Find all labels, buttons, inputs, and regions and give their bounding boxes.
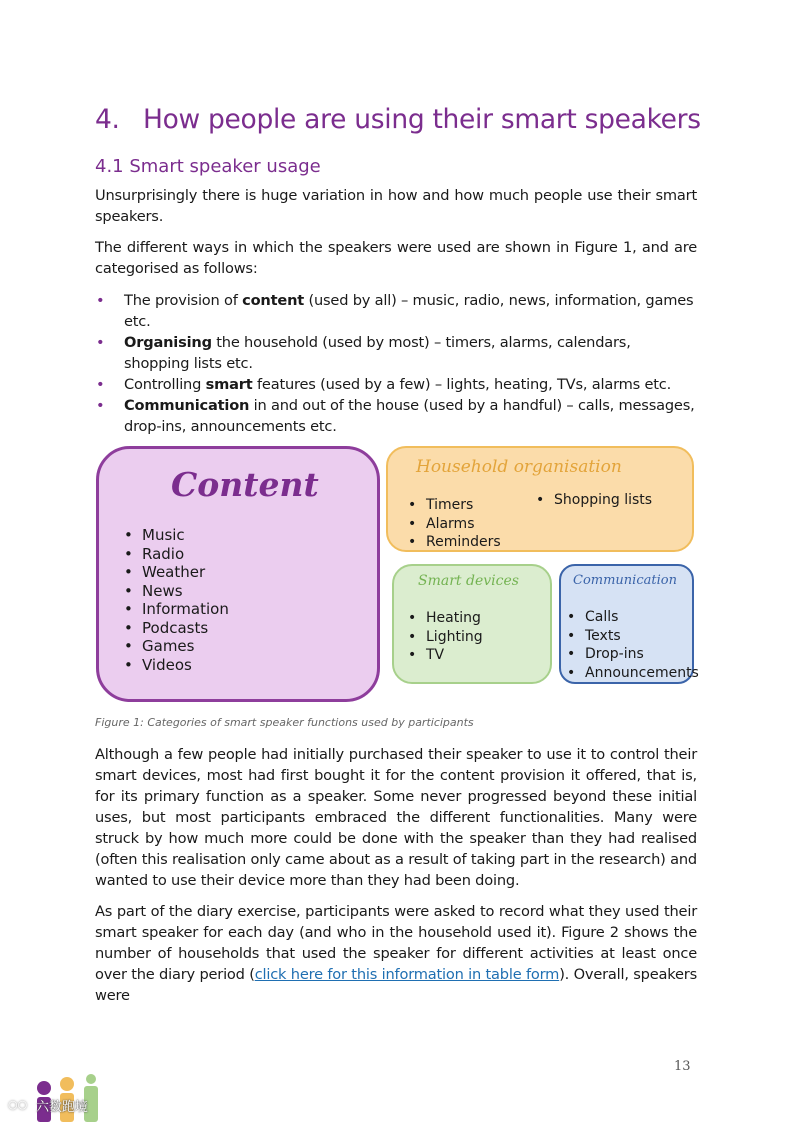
paragraph-4: As part of the diary exercise, participants were asked to record what they used their smart speaker for each day (and who in the household used it). Figure 2 shows the number of households that used the speaker for different activities at least once over the diary period (click here for this information in table form). Overall, speakers were: [95, 903, 697, 1004]
heading-text: How people are using their smart speakers: [143, 104, 701, 135]
list-item: • News: [124, 582, 229, 601]
list-item: • Radio: [124, 545, 229, 564]
household-box-title: Household organisation: [416, 457, 622, 477]
household-item-list-left: [408, 496, 501, 552]
list-item: • TV: [408, 646, 483, 665]
watermark-icon: ○○: [8, 1098, 28, 1111]
list-item: • Announcements: [567, 664, 699, 683]
list-item: • Music: [124, 526, 229, 545]
list-item: • Alarms: [408, 515, 501, 534]
list-item: • Drop-ins: [567, 645, 699, 664]
section-title: 4.1 Smart speaker usage: [95, 156, 321, 177]
page-number: 13: [674, 1059, 691, 1074]
heading-number: 4.: [95, 104, 120, 135]
list-item: • Weather: [124, 563, 229, 582]
figure-box-household: [386, 446, 694, 552]
list-item: • Shopping lists: [536, 491, 652, 510]
smart-devices-box-title: Smart devices: [418, 573, 519, 589]
figure-box-communication: [559, 564, 699, 684]
bullet-organising: • Organising the household (used by most) – timers, alarms, calendars, shopping lists etc.: [95, 332, 697, 374]
paragraph-2: The different ways in which the speakers were used are shown in Figure 1, and are categorised as follows:: [95, 239, 697, 277]
page-title: [95, 104, 701, 135]
paragraph-1: Unsurprisingly there is huge variation in how and how much people use their smart speakers.: [95, 187, 697, 225]
figure-caption: Figure 1: Categories of smart speaker functions used by participants: [95, 716, 474, 729]
list-item: • Timers: [408, 496, 501, 515]
smart-devices-item-list: [408, 609, 483, 665]
list-item: • Heating: [408, 609, 483, 628]
paragraph-3: Although a few people had initially purchased their speaker to use it to control their smart devices, most had first bought it for the content provision it offered, that is, for its primary function as a speaker. Some never progressed beyond these initial uses, but most participants embraced the different functionalities. Many were struck by how much more could be done with the speaker than they had realised (often this realisation only came about as a result of taking part in the research) and wanted to use their device more than they had been doing.: [95, 746, 697, 889]
figure-box-content: [96, 446, 380, 702]
bullet-content: • The provision of content (used by all) – music, radio, news, information, games etc.: [95, 290, 697, 332]
watermark-text: 六数跑境: [36, 1100, 89, 1115]
household-item-list-right: [536, 491, 652, 510]
content-item-list: [124, 526, 229, 674]
list-item: • Lighting: [408, 628, 483, 647]
bullet-communication: • Communication in and out of the house (used by a handful) – calls, messages, drop-ins, announcements etc.: [95, 395, 697, 437]
figure-box-smart-devices: [392, 564, 552, 684]
list-item: • Information: [124, 600, 229, 619]
list-item: • Games: [124, 637, 229, 656]
list-item: • Reminders: [408, 533, 501, 552]
bullet-smart: • Controlling smart features (used by a few) – lights, heating, TVs, alarms etc.: [95, 374, 697, 395]
communication-box-title: Communication: [573, 573, 677, 588]
list-item: • Calls: [567, 608, 699, 627]
list-item: • Texts: [567, 627, 699, 646]
content-box-title: Content: [171, 465, 319, 504]
communication-item-list: [567, 608, 699, 682]
list-item: • Podcasts: [124, 619, 229, 638]
table-form-link[interactable]: click here for this information in table form: [254, 966, 560, 983]
list-item: • Videos: [124, 656, 229, 675]
category-bullet-list: [95, 290, 697, 437]
